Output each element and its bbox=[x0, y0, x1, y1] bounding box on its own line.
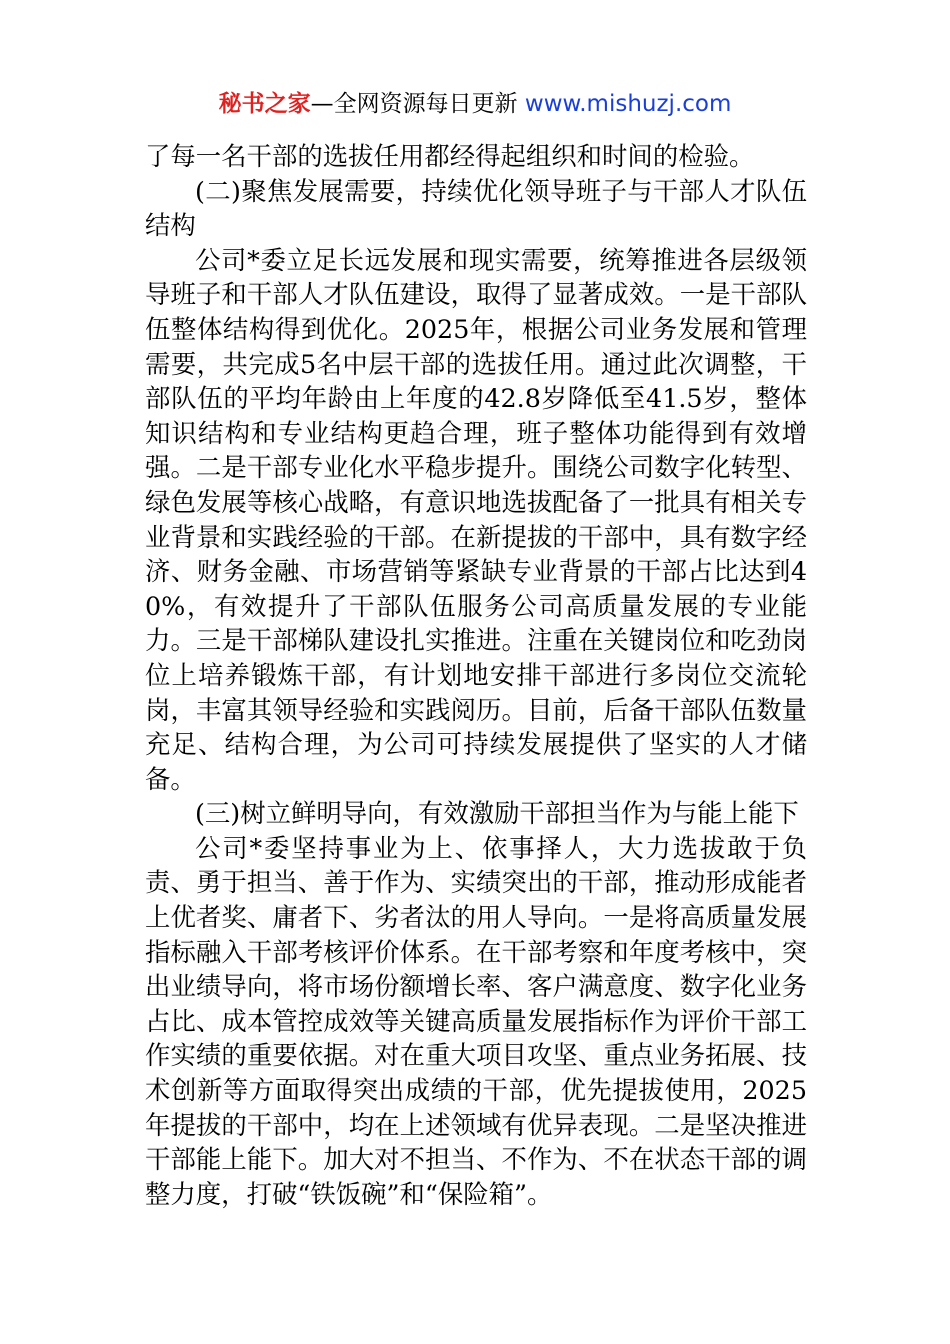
site-url-link[interactable]: www.mishuzj.com bbox=[524, 91, 732, 117]
paragraph-body: 公司*委立足长远发展和现实需要，统筹推进各层级领导班子和干部人才队伍建设，取得了显著成效。一是干部队伍整体结构得到优化。2025年，根据公司业务发展和管理需要，共完成5名中层干部的选拔任用。通过此次调整，干部队伍的平均年龄由上年度的42.8岁降低至41.5岁，整体知识结构和专业结构更趋合理，班子整体功能得到有效增强。二是干部专业化水平稳步提升。围绕公司数字化转型、绿色发展等核心战略，有意识地选拔配备了一批具有相关专业背景和实践经验的干部。在新提拔的干部中，具有数字经济、财务金融、市场营销等紧缺专业背景的干部占比达到40%，有效提升了干部队伍服务公司高质量发展的专业能力。三是干部梯队建设扎实推进。注重在关键岗位和吃劲岗位上培养锻炼干部，有计划地安排干部进行多岗位交流轮岗，丰富其领导经验和实践阅历。目前，后备干部队伍数量充足、结构合理，为公司可持续发展提供了坚实的人才储备。 bbox=[145, 244, 807, 794]
section-heading-2: (二)聚焦发展需要，持续优化领导班子与干部人才队伍结构 bbox=[145, 175, 807, 241]
paragraph-body: 公司*委坚持事业为上、依事择人，大力选拔敢于负责、勇于担当、善于作为、实绩突出的干部，推动形成能者上优者奖、庸者下、劣者汰的用人导向。一是将高质量发展指标融入干部考核评价体系。在干部考察和年度考核中，突出业绩导向，将市场份额增长率、客户满意度、数字化业务占比、成本管控成效等关键高质量发展指标作为评价干部工作实绩的重要依据。对在重大项目攻坚、重点业务拓展、技术创新等方面取得突出成绩的干部，优先提拔使用，2025年提拔的干部中，均在上述领域有优异表现。二是坚决推进干部能上能下。加大对不担当、不作为、不在状态干部的调整力度，打破“铁饭碗”和“保险箱”。 bbox=[145, 832, 807, 1209]
paragraph-continuation: 了每一名干部的选拔任用都经得起组织和时间的检验。 bbox=[145, 141, 755, 171]
site-header bbox=[0, 88, 950, 120]
site-brand: 秘书之家 bbox=[218, 91, 311, 117]
site-tagline: —全网资源每日更新 bbox=[310, 91, 525, 117]
section-heading-3: (三)树立鲜明导向，有效激励干部担当作为与能上能下 bbox=[195, 798, 799, 829]
document-body bbox=[145, 139, 807, 1211]
